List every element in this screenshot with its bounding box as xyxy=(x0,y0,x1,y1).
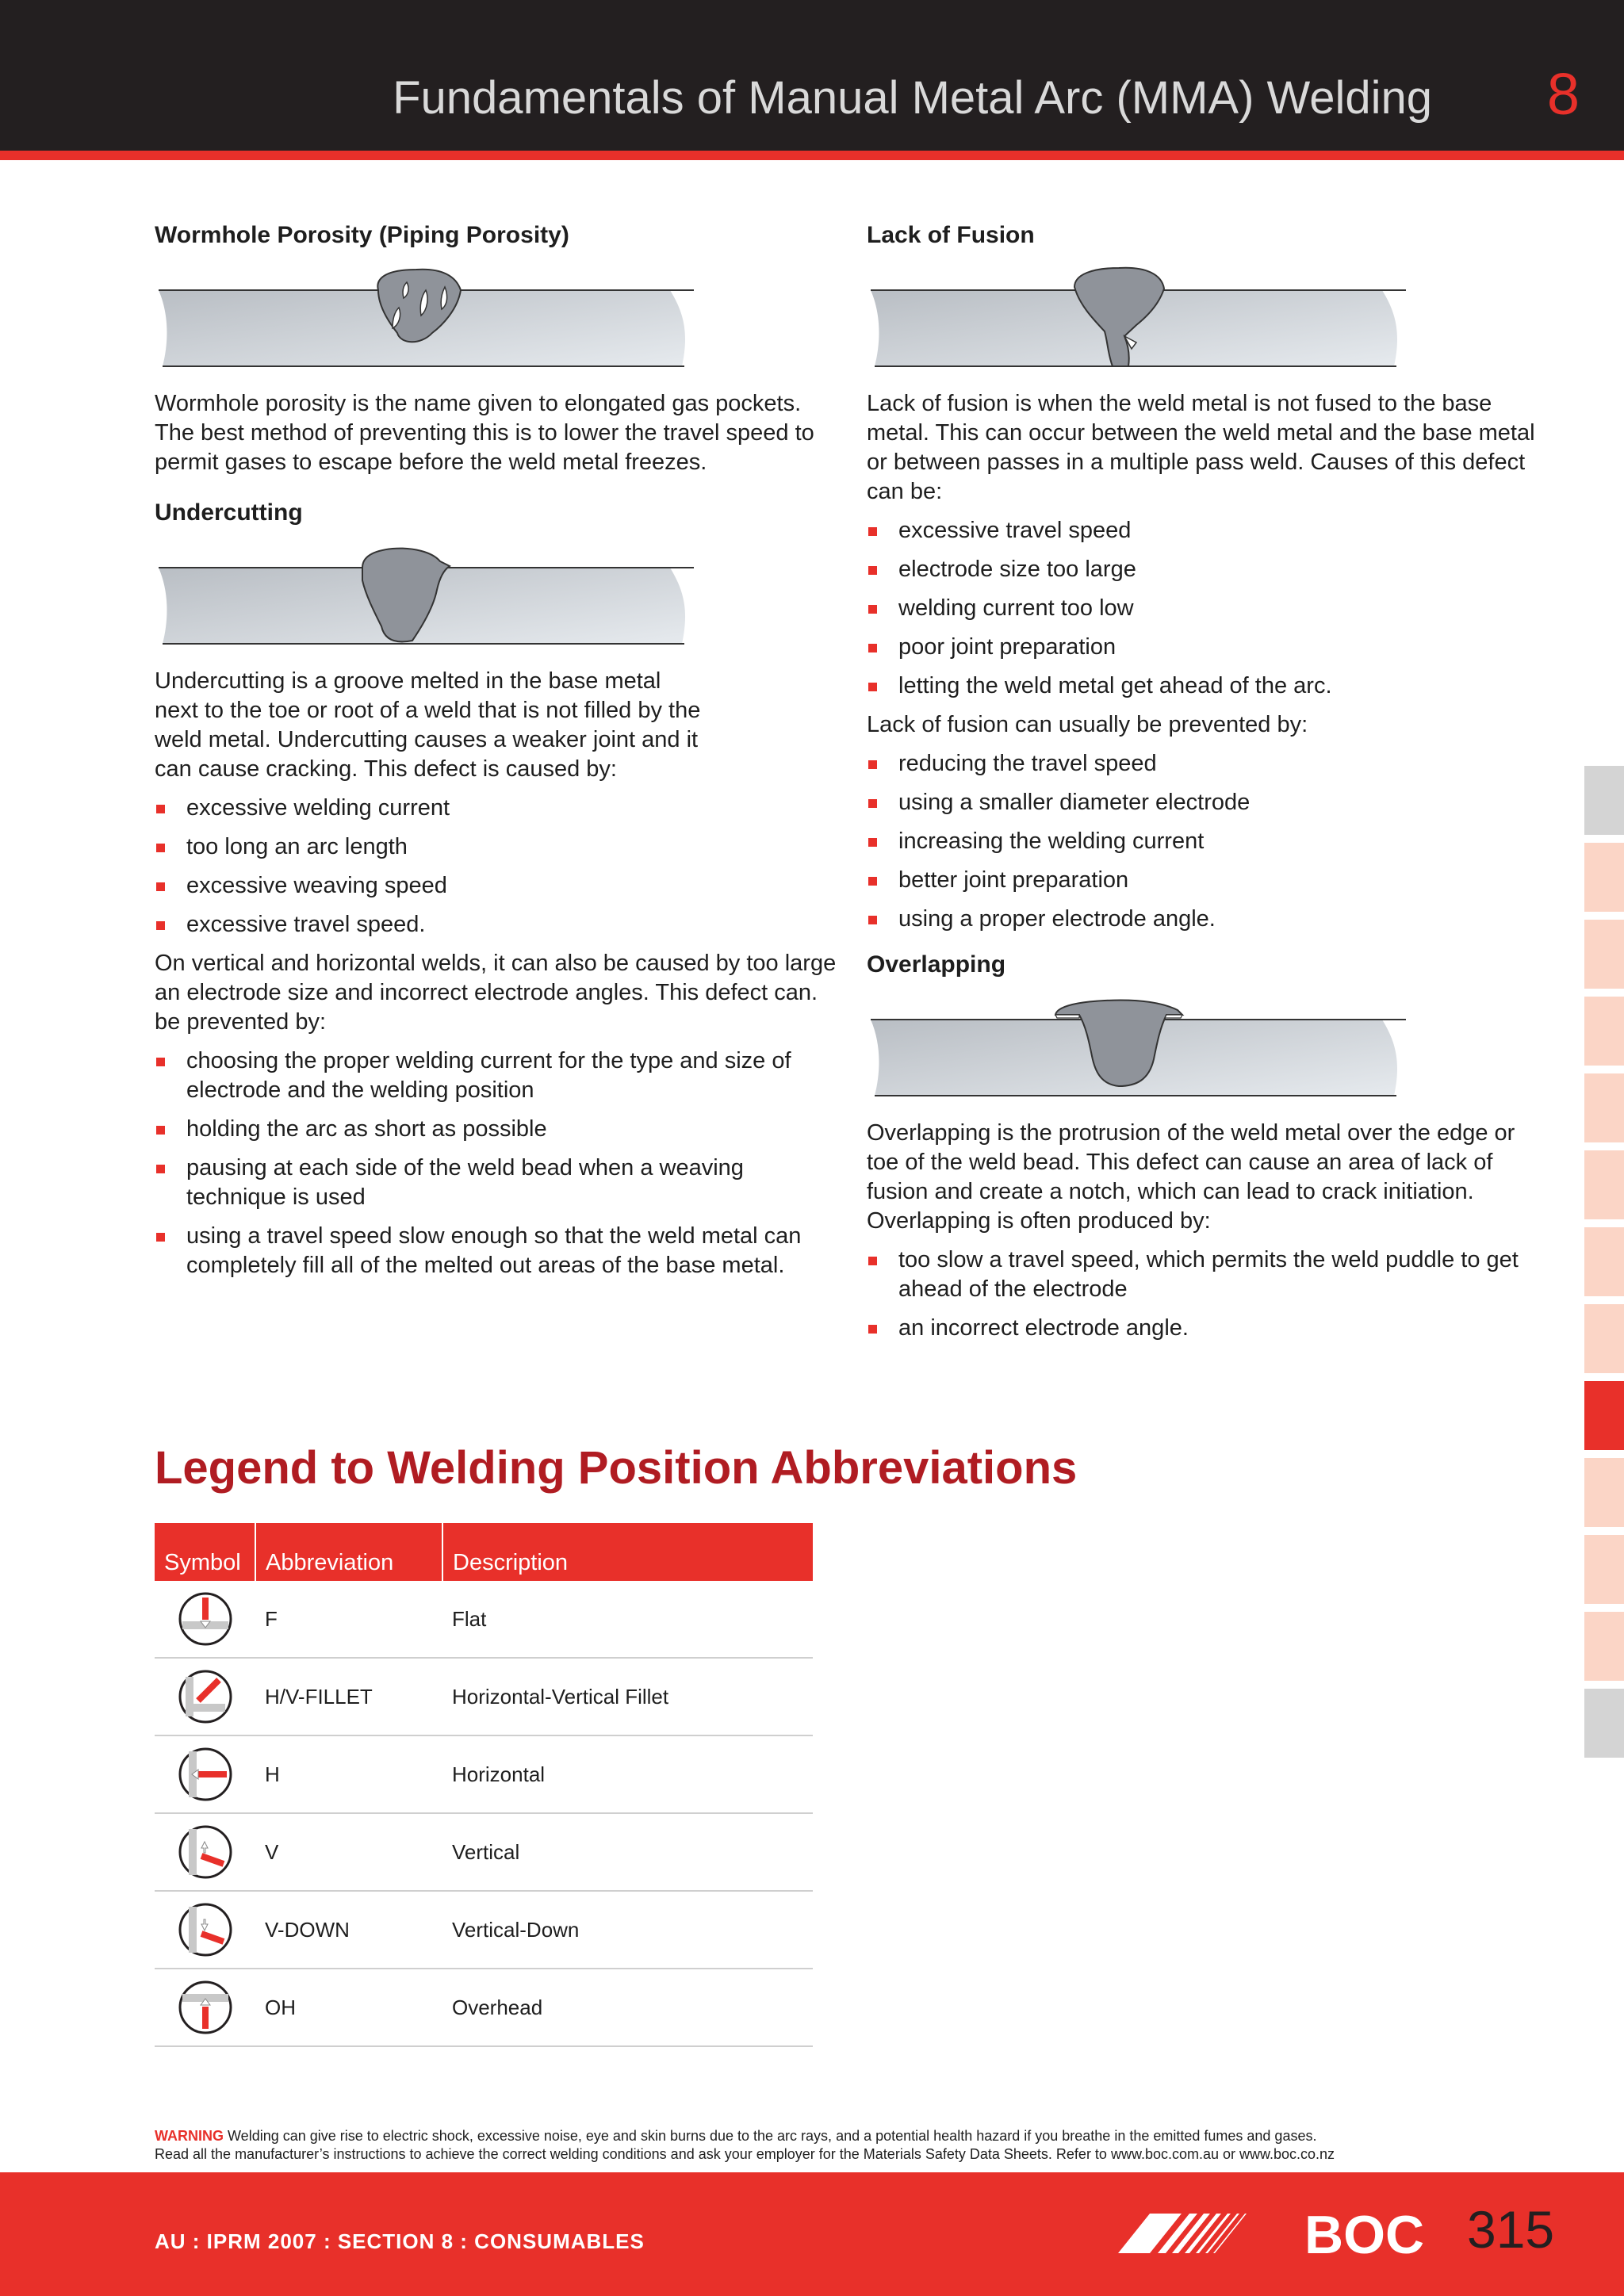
abbreviation-cell: F xyxy=(255,1581,442,1658)
symbol-cell xyxy=(155,1735,255,1813)
column-header-abbreviation: Abbreviation xyxy=(255,1523,442,1581)
page-number: 315 xyxy=(1467,2200,1555,2259)
symbol-cell xyxy=(155,1969,255,2046)
list-item: excessive travel speed. xyxy=(155,910,837,939)
abbreviation-cell: H/V-FILLET xyxy=(255,1658,442,1735)
horizontal-position-icon xyxy=(178,1747,233,1802)
list-item: excessive weaving speed xyxy=(155,871,837,901)
symbol-cell xyxy=(155,1581,255,1658)
undercutting-heading: Undercutting xyxy=(155,499,303,526)
hv-fillet-position-icon xyxy=(178,1669,233,1724)
overlapping-description: Overlapping is the protrusion of the weld metal over the edge or toe of the weld bead. This defect can cause an area of lack of fusion and create a notch, which can lead to crack initiation. Overlapping is often produced by: xyxy=(867,1120,1515,1234)
list-item: too long an arc length xyxy=(155,832,837,862)
table-row xyxy=(155,1735,813,1813)
description-cell: Flat xyxy=(442,1581,813,1658)
vertical-up-position-icon xyxy=(178,1824,233,1880)
abbreviation-cell: OH xyxy=(255,1969,442,2046)
page-title: Fundamentals of Manual Metal Arc (MMA) Welding xyxy=(393,72,1432,124)
section-tab[interactable] xyxy=(1584,1612,1624,1681)
overlapping-figure xyxy=(867,996,1422,1103)
lack-of-fusion-prevention-intro: Lack of fusion can usually be prevented by: xyxy=(867,712,1308,737)
list-item: an incorrect electrode angle. xyxy=(867,1314,1549,1343)
wormhole-porosity-figure xyxy=(155,266,710,373)
table-row xyxy=(155,1891,813,1969)
overlapping-causes-list xyxy=(867,1246,1549,1343)
section-tab[interactable] xyxy=(1584,1535,1624,1604)
undercutting-figure xyxy=(155,544,710,651)
list-item: electrode size too large xyxy=(867,555,1549,584)
warning-notice xyxy=(155,2127,1503,2164)
logo-stripes-icon xyxy=(1118,2214,1247,2253)
table-row xyxy=(155,1813,813,1891)
list-item: holding the arc as short as possible xyxy=(155,1115,837,1144)
warning-text-line2: Read all the manufacturer’s instructions to achieve the correct welding conditions and ask your employer for the Materials Safety Data Sheets. Refer to www.boc.com.au or www.boc.co.nz xyxy=(155,2146,1335,2162)
section-side-tabs xyxy=(1584,766,1624,1766)
header-rule xyxy=(0,151,1624,160)
section-tab[interactable] xyxy=(1584,1689,1624,1758)
right-column xyxy=(867,222,1549,1353)
section-tab[interactable] xyxy=(1584,1150,1624,1219)
warning-label: WARNING xyxy=(155,2128,224,2144)
table-row xyxy=(155,1969,813,2046)
list-item: better joint preparation xyxy=(867,866,1549,895)
overhead-position-icon xyxy=(178,1980,233,2035)
section-tab[interactable] xyxy=(1584,997,1624,1066)
lack-of-fusion-heading: Lack of Fusion xyxy=(867,222,1035,248)
vertical-down-position-icon xyxy=(178,1902,233,1957)
list-item: poor joint preparation xyxy=(867,633,1549,662)
list-item: choosing the proper welding current for the type and size of electrode and the welding position xyxy=(155,1047,837,1105)
undercutting-prevention-list xyxy=(155,1047,837,1280)
section-number: 8 xyxy=(1546,61,1580,127)
lack-of-fusion-prevention-list xyxy=(867,749,1549,934)
list-item: too slow a travel speed, which permits the weld puddle to get ahead of the electrode xyxy=(867,1246,1549,1304)
lack-of-fusion-figure xyxy=(867,266,1422,373)
overlapping-heading: Overlapping xyxy=(867,951,1006,978)
section-tab[interactable] xyxy=(1584,1227,1624,1296)
abbreviation-cell: V xyxy=(255,1813,442,1891)
symbol-cell xyxy=(155,1891,255,1969)
description-cell: Vertical xyxy=(442,1813,813,1891)
lack-of-fusion-causes-list xyxy=(867,516,1549,701)
undercutting-description: Undercutting is a groove melted in the base metal next to the toe or root of a weld that is not filled by the weld metal. Undercutting causes a weaker joint and it can cause cracking. This defect is caused by: xyxy=(155,668,701,782)
table-row xyxy=(155,1658,813,1735)
undercutting-causes-list xyxy=(155,794,837,939)
logo-brand-text: BOC xyxy=(1304,2205,1425,2265)
warning-text: Welding can give rise to electric shock, excessive noise, eye and skin burns due to the arc rays, and a potential health hazard if you breathe in the emitted fumes and gases. xyxy=(228,2128,1317,2144)
description-cell: Horizontal xyxy=(442,1735,813,1813)
section-tab[interactable] xyxy=(1584,1458,1624,1527)
list-item: welding current too low xyxy=(867,594,1549,623)
description-cell: Vertical-Down xyxy=(442,1891,813,1969)
section-tab[interactable] xyxy=(1584,843,1624,912)
description-cell: Overhead xyxy=(442,1969,813,2046)
list-item: using a travel speed slow enough so that the weld metal can completely fill all of the melted out areas of the base metal. xyxy=(155,1222,837,1280)
abbreviation-cell: H xyxy=(255,1735,442,1813)
section-tab[interactable] xyxy=(1584,766,1624,835)
abbreviation-cell: V-DOWN xyxy=(255,1891,442,1969)
boc-logo xyxy=(1118,2198,1435,2269)
list-item: using a proper electrode angle. xyxy=(867,905,1549,934)
list-item: increasing the welding current xyxy=(867,827,1549,856)
list-item: excessive travel speed xyxy=(867,516,1549,545)
wormhole-heading: Wormhole Porosity (Piping Porosity) xyxy=(155,222,569,248)
symbol-cell xyxy=(155,1658,255,1735)
list-item: using a smaller diameter electrode xyxy=(867,788,1549,817)
legend-title: Legend to Welding Position Abbreviations xyxy=(155,1442,1078,1494)
list-item: excessive welding current xyxy=(155,794,837,823)
wormhole-description: Wormhole porosity is the name given to elongated gas pockets. The best method of preventing this is to lower the travel speed to permit gases to escape before the weld metal freezes. xyxy=(155,391,814,475)
list-item: pausing at each side of the weld bead when a weaving technique is used xyxy=(155,1154,837,1212)
left-column xyxy=(155,222,837,1290)
list-item: reducing the travel speed xyxy=(867,749,1549,779)
section-tab[interactable] xyxy=(1584,920,1624,989)
section-tab[interactable] xyxy=(1584,1304,1624,1373)
section-tab[interactable] xyxy=(1584,1073,1624,1142)
footer-section-label: AU : IPRM 2007 : SECTION 8 : CONSUMABLES xyxy=(155,2229,645,2253)
column-header-description: Description xyxy=(442,1523,813,1581)
list-item: letting the weld metal get ahead of the arc. xyxy=(867,672,1549,701)
section-tab-active[interactable] xyxy=(1584,1381,1624,1450)
description-cell: Horizontal-Vertical Fillet xyxy=(442,1658,813,1735)
welding-position-legend-table xyxy=(155,1523,813,2047)
table-row xyxy=(155,1581,813,1658)
undercutting-prevention-intro: On vertical and horizontal welds, it can also be caused by too large an electrode size and incorrect electrode angles. This defect can. be prevented by: xyxy=(155,951,837,1035)
symbol-cell xyxy=(155,1813,255,1891)
column-header-symbol: Symbol xyxy=(155,1523,255,1581)
lack-of-fusion-description: Lack of fusion is when the weld metal is not fused to the base metal. This can occur between the weld metal and the base metal or between passes in a multiple pass weld. Causes of this defect can be: xyxy=(867,391,1535,504)
flat-position-icon xyxy=(178,1591,233,1647)
table-header-row xyxy=(155,1523,813,1581)
